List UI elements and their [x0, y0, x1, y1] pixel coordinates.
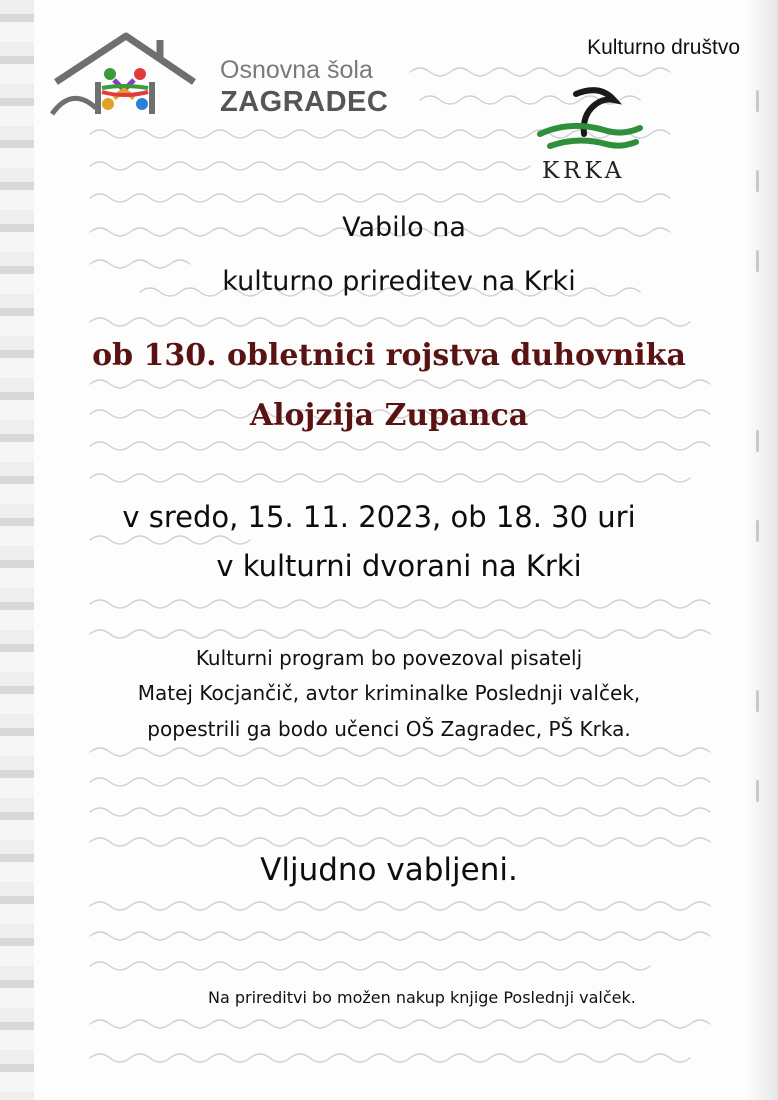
house-with-colorful-figures-icon [48, 30, 208, 130]
program-line-3: popestrili ga bodo učenci OŠ Zagradec, PŠ Krka. [147, 717, 631, 741]
krka-wordmark: KRKA [542, 158, 626, 184]
school-name-line-2: ZAGRADEC [220, 86, 389, 118]
program-line-2: Matej Kocjančič, avtor kriminalke Poslednji valček, [137, 681, 641, 705]
honoree-name: Alojzija Zupanca [249, 398, 529, 433]
society-label: Kulturno društvo [587, 36, 740, 59]
event-type: kulturno prireditev na Krki [222, 266, 576, 297]
invitation-heading: Vabilo na [342, 212, 466, 243]
anniversary-line: ob 130. obletnici rojstva duhovnika [92, 338, 686, 373]
event-venue: v kulturni dvorani na Krki [216, 549, 582, 583]
book-sale-note: Na prireditvi bo možen nakup knjige Poslednji valček. [208, 988, 636, 1007]
welcome-message: Vljudno vabljeni. [260, 852, 518, 888]
program-line-1: Kulturni program bo povezoval pisatelj [195, 646, 583, 670]
school-logo [48, 30, 408, 130]
krka-logo [440, 30, 740, 200]
event-date: v sredo, 15. 11. 2023, ob 18. 30 uri [122, 500, 636, 534]
school-name-line-1: Osnovna šola [220, 56, 373, 84]
krka-river-emblem-icon [536, 86, 646, 158]
